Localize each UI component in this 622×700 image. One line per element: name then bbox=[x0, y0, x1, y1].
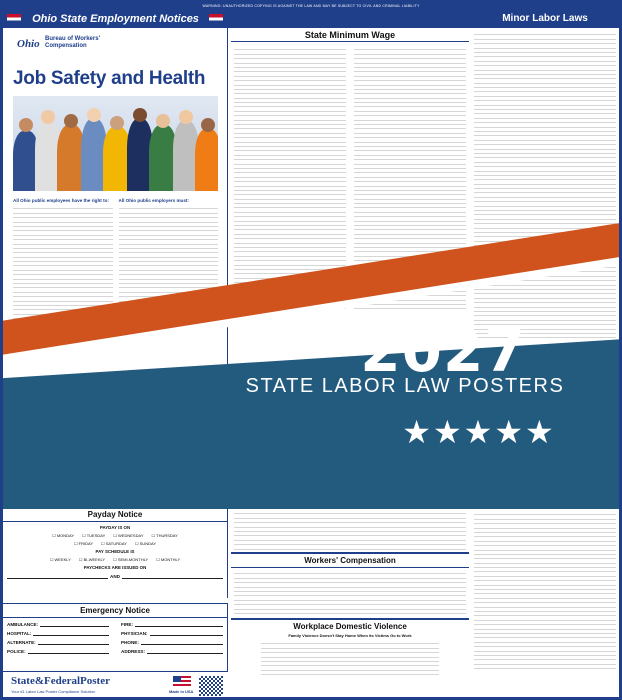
issued-label: PAYCHECKS ARE ISSUED ON bbox=[83, 565, 147, 570]
payday-notice: Payday Notice PAYDAY IS ON ☐ MONDAY ☐ TUESDAY ☐ WEDNESDAY ☐ THURSDAY ☐ FRIDAY ☐ SATURDAY ☐ SUNDAY PAY SCHEDULE IS ☐ WEEKLY ☐ BI-WEEKLY ☐ SEMI-MONTHLY ☐ MONTHLY PAYCHECKS ARE ISSUED ON AND bbox=[3, 508, 228, 598]
state-notices-title: Ohio State Employment Notices bbox=[32, 13, 199, 25]
minor-labor-laws-title: Minor Labor Laws bbox=[471, 10, 619, 28]
phone-field[interactable] bbox=[141, 640, 223, 645]
agency-name: Bureau of Workers' Compensation bbox=[45, 36, 100, 49]
payday-days bbox=[3, 533, 227, 538]
emergency-title: Emergency Notice bbox=[3, 604, 227, 618]
usa-flag-icon bbox=[173, 676, 191, 688]
day-checkbox[interactable]: ☐ SUNDAY bbox=[134, 541, 157, 546]
brand-logo: State&FederalPoster bbox=[11, 675, 110, 687]
fire-field[interactable] bbox=[135, 622, 223, 627]
bwc-logo-text: Ohio bbox=[17, 38, 40, 50]
day-checkbox[interactable]: ☐ SATURDAY bbox=[101, 541, 127, 546]
domestic-violence-subtitle: Family Violence Doesn't Stay Home When its Victims Go to Work bbox=[288, 633, 412, 638]
emergency-notice: Emergency Notice AMBULANCE: HOSPITAL: ALTERNATE: POLICE: FIRE: PHYSICIAN: PHONE: ADDRESS: bbox=[3, 603, 228, 671]
top-disclaimer-strip: WARNING: UNAUTHORIZED COPYING IS AGAINST THE LAW AND MAY BE SUBJECT TO CIVIL AND CRIMINAL LIABILITY bbox=[3, 3, 619, 10]
schedule-label: PAY SCHEDULE IS bbox=[95, 549, 135, 554]
qr-code-icon bbox=[199, 676, 223, 696]
address-field[interactable] bbox=[147, 649, 223, 654]
day-checkbox[interactable]: ☐ WEDNESDAY bbox=[113, 533, 144, 538]
workers-comp-title: Workers' Compensation bbox=[231, 552, 469, 568]
bwc-logo bbox=[17, 34, 47, 56]
footer bbox=[3, 671, 228, 700]
schedule-checkbox[interactable]: ☐ BI-WEEKLY bbox=[78, 557, 106, 562]
issued-date-2-field[interactable] bbox=[122, 574, 223, 579]
banner-year: 2027 bbox=[360, 317, 526, 385]
brand-tagline: Your #1 Labor Law Poster Compliance Solution bbox=[11, 689, 95, 694]
employees-rights-title: All Ohio public employees have the right to: bbox=[13, 198, 109, 203]
day-checkbox[interactable]: ☐ THURSDAY bbox=[151, 533, 178, 538]
day-checkbox[interactable]: ☐ MONDAY bbox=[52, 533, 75, 538]
schedule-checkbox[interactable]: ☐ WEEKLY bbox=[49, 557, 71, 562]
payday-label: PAYDAY IS ON bbox=[99, 525, 131, 530]
banner-subtitle: STATE LABOR LAW POSTERS bbox=[245, 375, 565, 397]
pay-schedules bbox=[3, 557, 227, 562]
workers-comp-section bbox=[231, 508, 469, 678]
schedule-checkbox[interactable]: ☐ MONTHLY bbox=[156, 557, 181, 562]
ohio-flag-icon bbox=[209, 14, 223, 24]
discrimination-section bbox=[471, 508, 619, 678]
made-in-usa-label: Made in USA bbox=[169, 689, 194, 694]
police-field[interactable] bbox=[28, 649, 109, 654]
banner-stars-icon: ★★★★★ bbox=[402, 414, 556, 450]
job-safety-title: Job Safety and Health bbox=[13, 68, 206, 89]
alternate-field[interactable] bbox=[38, 640, 109, 645]
ambulance-field[interactable] bbox=[40, 622, 109, 627]
issued-date-1-field[interactable] bbox=[7, 574, 108, 579]
physician-field[interactable] bbox=[150, 631, 223, 636]
schedule-checkbox[interactable]: ☐ SEMI-MONTHLY bbox=[113, 557, 149, 562]
minimum-wage-title: State Minimum Wage bbox=[231, 28, 469, 42]
employers-must-title: All Ohio public employers must: bbox=[118, 198, 189, 203]
payday-title: Payday Notice bbox=[3, 508, 227, 522]
day-checkbox[interactable]: ☐ FRIDAY bbox=[73, 541, 94, 546]
workers-crowd-image bbox=[13, 96, 218, 191]
day-checkbox[interactable]: ☐ TUESDAY bbox=[82, 533, 106, 538]
hospital-field[interactable] bbox=[33, 631, 109, 636]
domestic-violence-title: Workplace Domestic Violence bbox=[231, 618, 469, 633]
